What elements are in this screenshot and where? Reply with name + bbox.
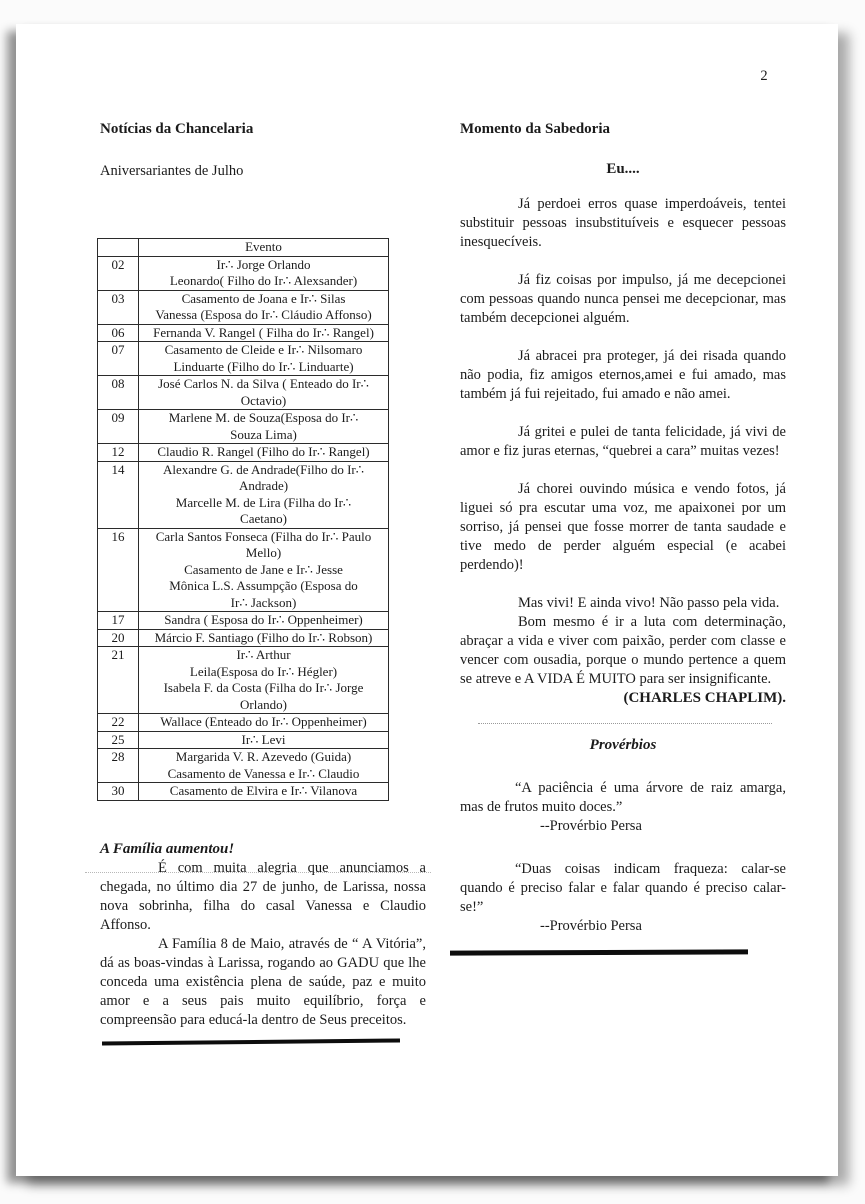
- proverbs-list: [460, 779, 786, 936]
- aniversariantes-heading: Aniversariantes de Julho: [100, 163, 244, 179]
- wisdom-paragraph: Mas vivi! E ainda vivo! Não passo pela vida.: [518, 595, 780, 611]
- event-cell: [139, 612, 389, 630]
- table-header-event: Evento: [139, 239, 389, 257]
- day-cell: 20: [98, 629, 139, 647]
- event-cell: [139, 528, 389, 612]
- wisdom-paragraph: Já perdoei erros quase imperdoáveis, tentei substituir pessoas insubstituíveis e esquecer pessoas inesquecíveis.: [460, 196, 786, 250]
- table-row: [98, 256, 389, 290]
- event-line: Alexandre G. de Andrade(Filho do Ir∴: [162, 461, 365, 477]
- document-page: [16, 24, 838, 1176]
- day-cell: 02: [98, 256, 139, 290]
- event-cell: [139, 714, 389, 732]
- event-line: Casamento de Elvira e Ir∴ Vilanova: [169, 783, 358, 798]
- event-line: Leonardo( Filho do Ir∴ Alexsander): [169, 273, 358, 288]
- table-row: [98, 290, 389, 324]
- table-row: [98, 714, 389, 732]
- event-cell: [139, 410, 389, 444]
- day-cell: 14: [98, 461, 139, 528]
- event-line: Mônica L.S. Assumpção (Esposa do: [169, 578, 358, 593]
- event-cell: [139, 324, 389, 342]
- event-cell: [139, 256, 389, 290]
- event-line: Isabela F. da Costa (Filha do Ir∴ Jorge: [163, 680, 364, 695]
- day-cell: 17: [98, 612, 139, 630]
- birthday-table: [97, 238, 389, 801]
- event-cell: [139, 783, 389, 801]
- page-number: 2: [760, 68, 768, 84]
- left-column: [100, 119, 426, 1044]
- day-cell: 06: [98, 324, 139, 342]
- proverb-attribution: --Provérbio Persa: [540, 918, 642, 934]
- day-cell: 21: [98, 647, 139, 714]
- table-row: [98, 783, 389, 801]
- event-line: Vanessa (Esposa do Ir∴ Cláudio Affonso): [155, 307, 372, 322]
- eu-subheading: Eu....: [606, 161, 640, 177]
- author-line: (CHARLES CHAPLIM).: [623, 690, 786, 706]
- day-cell: 25: [98, 731, 139, 749]
- event-line: José Carlos N. da Silva ( Enteado do Ir∴: [158, 376, 369, 391]
- wisdom-paragraph: Bom mesmo é ir a luta com determinação, abraçar a vida e viver com paixão, perder com classe e vencer com ousadia, porque o mundo pertence a quem se atreve e A VIDA É MUITO para ser insignificante.: [460, 614, 786, 687]
- wisdom-paragraphs: [460, 195, 786, 689]
- table-row: [98, 410, 389, 444]
- table-row: [98, 444, 389, 462]
- event-cell: [139, 731, 389, 749]
- day-cell: 22: [98, 714, 139, 732]
- event-line: Casamento de Cleide e Ir∴ Nilsomaro: [164, 342, 363, 357]
- event-line: Andrade): [238, 478, 289, 493]
- dotted-separator: [478, 723, 772, 724]
- table-row: [98, 376, 389, 410]
- event-cell: [139, 342, 389, 376]
- chancelaria-heading: Notícias da Chancelaria: [100, 121, 254, 137]
- event-line: Ir∴ Jorge Orlando: [216, 256, 311, 272]
- event-line: Casamento de Joana e Ir∴ Silas: [181, 290, 346, 306]
- birthday-table-body: [98, 256, 389, 800]
- table-row: [98, 528, 389, 612]
- event-cell: [139, 629, 389, 647]
- day-cell: 28: [98, 749, 139, 783]
- event-cell: [139, 376, 389, 410]
- wisdom-paragraph: Já chorei ouvindo música e vendo fotos, já liguei só pra escutar uma voz, me apaixonei por um sorriso, já pensei que fosse morrer de tanta saudade e tive medo de perder alguém especial (e acabei perdendo)!: [460, 481, 786, 573]
- event-line: Casamento de Jane e Ir∴ Jesse: [184, 561, 343, 577]
- event-cell: [139, 461, 389, 528]
- event-line: Ir∴ Levi: [241, 731, 286, 747]
- day-cell: 08: [98, 376, 139, 410]
- event-cell: [139, 290, 389, 324]
- table-row: [98, 647, 389, 714]
- proverb-text: “Duas coisas indicam fraqueza: calar-se quando é preciso falar e falar quando é preciso calar-se!”: [460, 861, 786, 915]
- event-cell: [139, 647, 389, 714]
- event-line: Souza Lima): [230, 426, 297, 442]
- right-column: [460, 119, 786, 955]
- event-line: Wallace (Enteado do Ir∴ Oppenheimer): [160, 714, 367, 729]
- left-column-divider-line: [102, 1038, 400, 1045]
- event-line: Octavio): [240, 392, 287, 408]
- table-header-row: [98, 239, 389, 257]
- day-cell: 16: [98, 528, 139, 612]
- sabedoria-heading: Momento da Sabedoria: [460, 121, 610, 137]
- table-row: [98, 461, 389, 528]
- event-line: Marlene M. de Souza(Esposa do Ir∴: [168, 410, 359, 425]
- event-line: Claudio R. Rangel (Filho do Ir∴ Rangel): [157, 444, 370, 459]
- day-cell: 07: [98, 342, 139, 376]
- table-header-day: [98, 239, 139, 257]
- proverb-attribution: --Provérbio Persa: [540, 818, 642, 834]
- table-row: [98, 324, 389, 342]
- table-row: [98, 342, 389, 376]
- proverb-text: “A paciência é uma árvore de raiz amarga, mas de frutos muito doces.”: [460, 780, 786, 815]
- event-cell: [139, 749, 389, 783]
- event-line: Carla Santos Fonseca (Filha do Ir∴ Paulo: [155, 528, 372, 544]
- family-paragraph-2: A Família 8 de Maio, através de “ A Vitória”, dá as boas-vindas à Larissa, rogando ao GADU que lhe conceda uma existência plena de saúde, paz e muito amor e a seus pais muito equilíbrio, força e compreensão para educá-la dentro de Seus preceitos.: [100, 935, 426, 1028]
- family-heading: A Família aumentou!: [100, 840, 235, 857]
- event-line: Márcio F. Santiago (Filho do Ir∴ Robson): [154, 629, 373, 645]
- proverbs-heading: Provérbios: [589, 737, 657, 753]
- event-line: Leila(Esposa do Ir∴ Hégler): [189, 663, 338, 679]
- right-column-divider-line: [450, 949, 748, 955]
- event-line: Margarida V. R. Azevedo (Guida): [175, 749, 352, 764]
- day-cell: 12: [98, 444, 139, 462]
- table-row: [98, 612, 389, 630]
- event-line: Orlando): [240, 696, 287, 712]
- event-line: Marcelle M. de Lira (Filha do Ir∴: [175, 494, 352, 510]
- table-row: [98, 731, 389, 749]
- family-paragraph-1: É com muita alegria que anunciamos a chegada, no último dia 27 de junho, de Larissa, nossa nova sobrinha, filha do casal Vanessa e Claudio Affonso.: [100, 859, 426, 933]
- wisdom-paragraph: Já gritei e pulei de tanta felicidade, já vivi de amor e fiz juras eternas, “quebrei a cara” muitas vezes!: [460, 424, 786, 459]
- event-line: Sandra ( Esposa do Ir∴ Oppenheimer): [164, 612, 363, 627]
- day-cell: 30: [98, 783, 139, 801]
- event-cell: [139, 444, 389, 462]
- wisdom-paragraph: Já fiz coisas por impulso, já me decepcionei com pessoas quando nunca pensei me decepcionar, mas também decepcionei alguém.: [460, 272, 786, 326]
- event-line: Mello): [245, 545, 282, 560]
- event-line: Ir∴ Arthur: [236, 647, 291, 662]
- event-line: Casamento de Vanessa e Ir∴ Claudio: [167, 765, 360, 781]
- table-row: [98, 749, 389, 783]
- event-line: Linduarte (Filho do Ir∴ Linduarte): [173, 358, 354, 374]
- wisdom-paragraph: Já abracei pra proteger, já dei risada quando não podia, fiz amigos eternos,amei e fui amado, mas também já fui rejeitado, fui amado e não amei.: [460, 348, 786, 402]
- table-row: [98, 629, 389, 647]
- event-line: Ir∴ Jackson): [230, 594, 297, 610]
- event-line: Fernanda V. Rangel ( Filha do Ir∴ Rangel): [153, 324, 374, 340]
- day-cell: 09: [98, 410, 139, 444]
- event-line: Caetano): [240, 511, 287, 526]
- day-cell: 03: [98, 290, 139, 324]
